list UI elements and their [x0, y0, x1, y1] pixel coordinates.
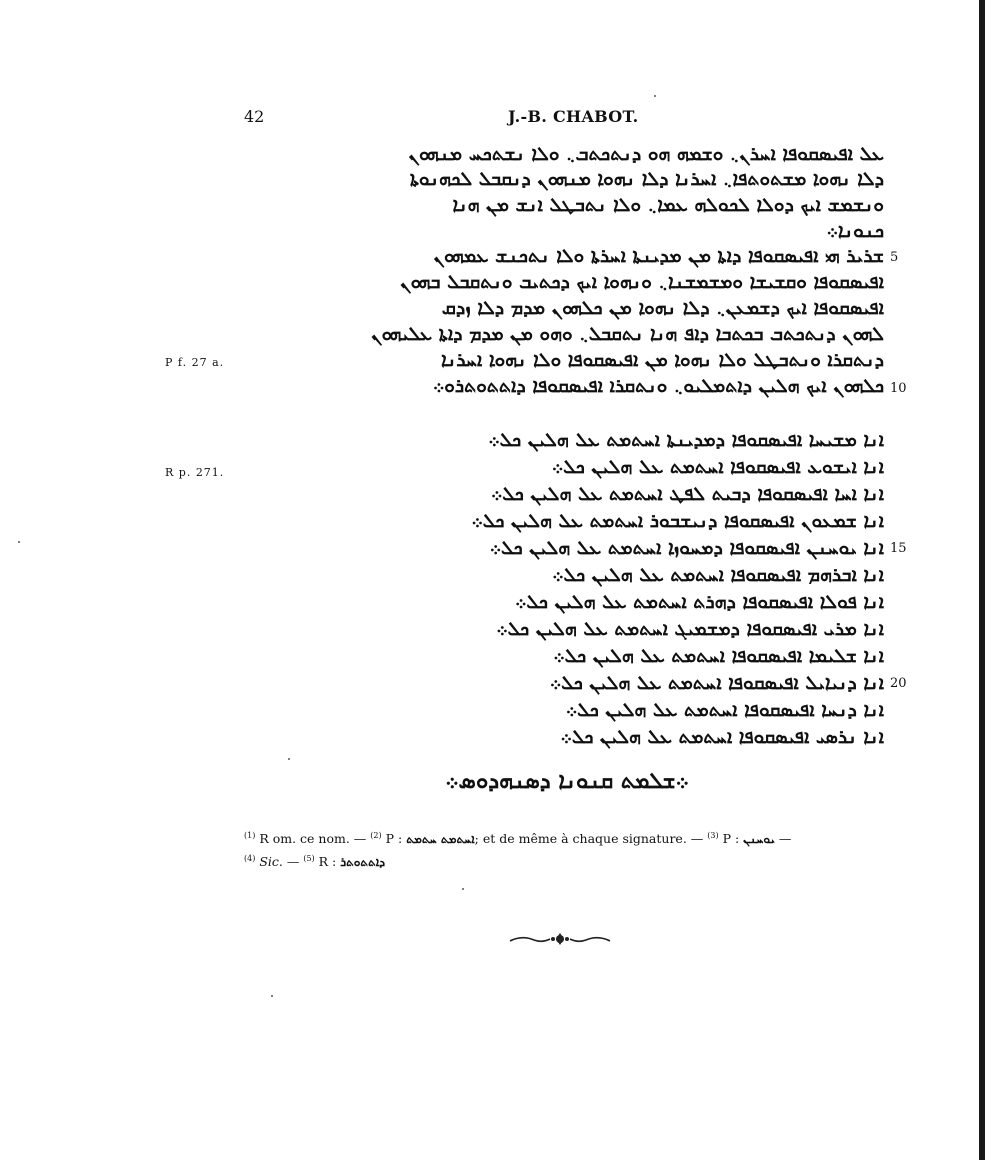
line-number: 10 [890, 381, 907, 396]
margin-note: R p. 271. [165, 466, 225, 479]
footnote-marker: (4) [244, 854, 256, 864]
line-number: 15 [890, 541, 907, 556]
signature-line: ܐܢܐ ܫܠܝܡܐ ܐܦܝܣܩܘܦܐ ܐܚܬܡܬ ܥܠ ܗܠܝܢ ܟܠ܀ [553, 645, 884, 667]
footnote-text: R om. ce nom. — [259, 831, 367, 847]
signature-line: ܐܢܐ ܕܢܚܐ ܐܦܝܣܩܘܦܐ ܐܚܬܡܬ ܥܠ ܗܠܝܢ ܟܠ܀ [565, 699, 884, 721]
footnote-syriac: ܐܚܬܡܬ ܚܬܡܬ [406, 832, 475, 847]
syriac-text-line: ܫܪܝܪ ܗܝ ܐܦܝܣܩܘܦܐ ܕܐܬܐ ܡܢ ܡܕܝܢܬܐ ܐܚܪܬܐ ܘܠܐ ܢܬܟܢܫ ܥܡܗܘܢ [433, 245, 884, 267]
syriac-text-line: ܕܠܐ ܢܗܘܐ ܡܫܬܘܬܦܐ܆ ܐܚܪܢܐ ܕܠܐ ܢܗܘܐ ܡܢܗܘܢ ܕܢܩܒܠ ܠܟܗܢܘܬܐ [409, 168, 884, 190]
signature-line: ܐܢܐ ܫܡܥܘܢ ܐܦܝܣܩܘܦܐ ܕܢܝܫܒܘܪ ܐܚܬܡܬ ܥܠ ܗܠܝܢ ܟܠ܀ [471, 510, 884, 532]
footnotes [244, 826, 884, 872]
signature-line: ܐܢܐ ܕܢܝܐܝܠ ܐܦܝܣܩܘܦܐ ܐܚܬܡܬ ܥܠ ܗܠܝܢ ܟܠ܀ [549, 672, 884, 694]
syriac-text-line: ܘܢܫܡܫ ܐܝܟ ܕܘܠܐ ܠܟܘܠܗ ܥܡܐ܆ ܘܠܐ ܢܬܒܛܠ ܐܢܫ ܡܢ ܗܢܐ [452, 194, 884, 216]
line-number: 20 [890, 676, 907, 691]
footnote-marker: (5) [303, 854, 315, 864]
signature-line: ܐܢܐ ܢܪܣܝ ܐܦܝܣܩܘܦܐ ܐܚܬܡܬ ܥܠ ܗܠܝܢ ܟܠ܀ [560, 726, 884, 748]
footnote-line [244, 826, 884, 849]
footnote-syriac: ܕܐܬܬܘܬܪ [340, 855, 386, 870]
page-number: 42 [244, 107, 265, 126]
syriac-text-line: ܟܢܘܢܐ܀ [826, 220, 884, 242]
footnote-marker: (1) [244, 831, 256, 840]
footnote-text: P : [385, 831, 403, 847]
scan-speck [462, 888, 464, 890]
footnote-text: P : [722, 831, 740, 847]
footnote-text: ; et de même à chaque signature. — [474, 831, 704, 847]
scan-speck [654, 95, 656, 97]
syriac-text-line: ܥܠ ܐܦܝܣܩܘܦܐ ܐܚܪܢ܆ ܘܫܡܗ ܗܘ ܕܢܬܟܬܒ܆ ܘܠܐ ܢܫܬܟܚ ܡܢܗܘܢ [408, 143, 884, 165]
footnote-text: R : [318, 854, 337, 870]
syriac-text-line: ܟܠܗܘܢ ܐܝܟ ܗܠܝܢ ܕܐܬܡܠܝܘ܆ ܘܢܬܩܪܐ ܐܦܝܣܩܘܦܐ ܕܐܬܬܘܬܪܘ܀ [432, 375, 884, 397]
syriac-text-line: ܠܗܘܢ ܕܢܬܟܬܒ ܒܟܬܒܐ ܕܐܦ ܗܢܐ ܢܬܩܒܠ܆ ܘܗܘ ܡܢ ܡܕܡ ܕܐܬܐ ܥܠܝܗܘܢ [371, 323, 884, 345]
footnote-marker: (2) [370, 831, 382, 840]
signature-line: ܐܢܐ ܐܒܪܗܡ ܐܦܝܣܩܘܦܐ ܐܚܬܡܬ ܥܠ ܗܠܝܢ ܟܠ܀ [552, 564, 884, 586]
footnote-line [244, 849, 884, 872]
syriac-text-line: ܐܦܝܣܩܘܦܐ ܘܩܫܝܫܐ ܘܡܫܡܫܢܐ܆ ܘܢܗܘܐ ܐܝܟ ܕܟܬܝܒ ܘܢܬܩܒܠ ܒܗܘܢ [400, 271, 884, 293]
line-number: 5 [890, 250, 899, 265]
running-head: J.-B. CHABOT. [508, 107, 639, 126]
footnote-syriac: ܝܘܚܢܢ [743, 832, 775, 847]
syriac-text-line: ܐܦܝܣܩܘܦܐ ܐܝܟ ܕܫܡܥܢ܆ ܕܠܐ ܢܗܘܐ ܡܢ ܟܠܗܘܢ ܡܕܡ ܕܠܐ ܙܕܩ [441, 297, 884, 319]
signature-line: ܐܢܐ ܐܝܫܘܥ ܐܦܝܣܩܘܦܐ ܐܚܬܡܬ ܥܠ ܗܠܝܢ ܟܠ܀ [551, 456, 884, 478]
signature-line: ܐܢܐ ܡܪܝ ܐܦܝܣܩܘܦܐ ܕܡܫܡܝܓ ܐܚܬܡܬ ܥܠ ܗܠܝܢ ܟܠ܀ [496, 618, 884, 640]
signature-line: ܐܢܐ ܡܫܝܚܐ ܐܦܝܣܩܘܦܐ ܕܡܕܝܢܬܐ ܐܚܬܡܬ ܥܠ ܗܠܝܢ ܟܠ܀ [488, 429, 884, 451]
signature-line: ܐܢܐ ܝܘܚܢܢ ܐܦܝܣܩܘܦܐ ܕܡܚܘܙܐ ܐܚܬܡܬ ܥܠ ܗܠܝܢ ܟܠ܀ [489, 537, 884, 559]
footnote-marker: (3) [707, 831, 719, 840]
scan-speck [18, 541, 20, 543]
footnote-text: — [778, 831, 792, 847]
closing-colophon: ܀ܫܠܡܬ ܩܢܘܢܐ ܕܣܢܗܕܘܣ܀ [445, 769, 689, 794]
syriac-text-line: ܕܢܬܩܪܐ ܘܢܬܒܛܠ ܘܠܐ ܢܗܘܐ ܡܢ ܐܦܝܣܩܘܦܐ ܘܠܐ ܢܗܘܐ ܐܚܪܢܐ [441, 349, 884, 371]
margin-note: P f. 27 a. [165, 356, 225, 369]
scan-speck [271, 995, 273, 997]
scan-speck [288, 758, 290, 760]
fleuron-ornament-icon [508, 932, 612, 946]
signature-line: ܐܢܐ ܐܚܐ ܐܦܝܣܩܘܦܐ ܕܒܝܬ ܠܦܛ ܐܚܬܡܬ ܥܠ ܗܠܝܢ ܟܠ܀ [490, 483, 884, 505]
signature-line: ܐܢܐ ܦܘܠܐ ܐܦܝܣܩܘܦܐ ܕܗܪܬ ܐܚܬܡܬ ܥܠ ܗܠܝܢ ܟܠ܀ [514, 591, 884, 613]
page-edge-rule [979, 0, 985, 1160]
footnote-text: Sic. — [259, 854, 300, 870]
